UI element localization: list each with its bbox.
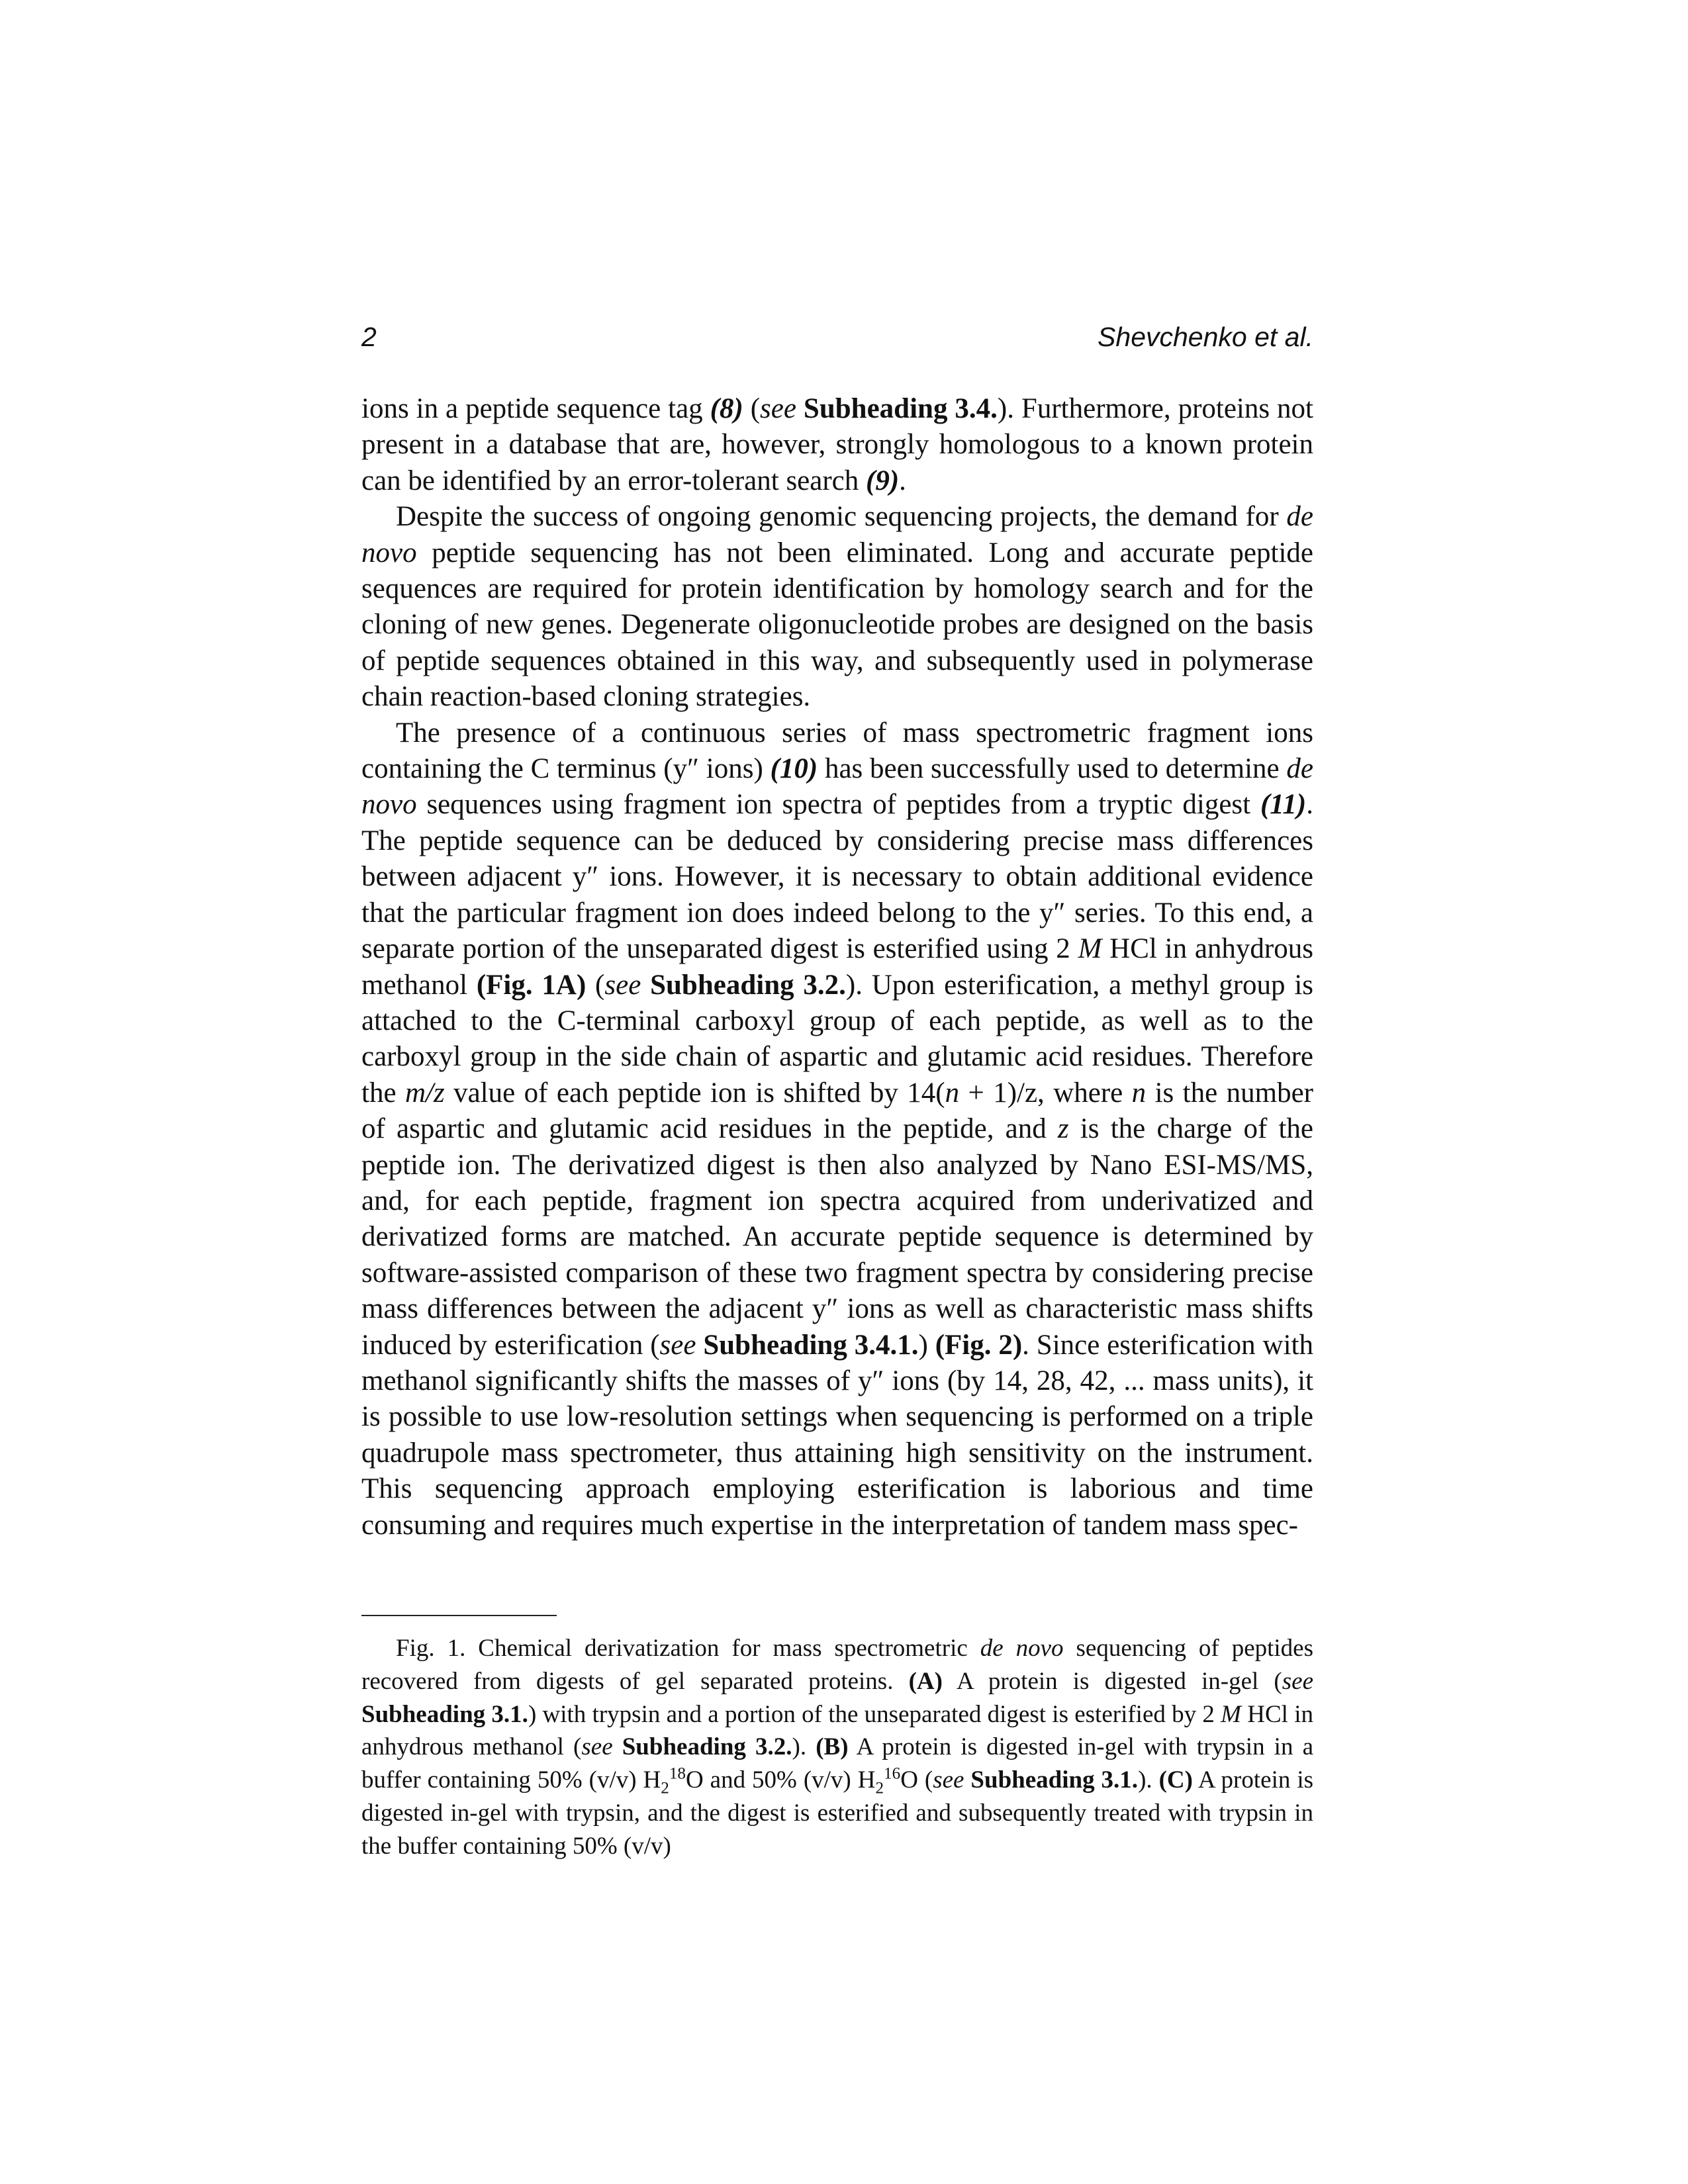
caption-divider — [361, 1615, 557, 1616]
reference-8: (8) — [710, 393, 743, 424]
figure-2-reference: (Fig. 2) — [935, 1329, 1023, 1361]
running-head — [361, 322, 1313, 361]
subheading-reference: Subheading 3.4. — [803, 393, 998, 424]
figure-caption — [361, 1632, 1313, 1863]
paragraph-3: The presence of a continuous series of mass spectrometric fragment ions containing the C terminus (y″ ions) (10) has been successfully used to determine de novo sequences using fragment ion spectra of peptides from a tryptic digest (11). The peptide sequence can be deduced by considering precise mass differences between adjacent y″ ions. However, it is necessary to obtain additional evidence that the particular fragment ion does indeed belong to the y″ series. To this end, a separate portion of the unseparated digest is esterified using 2 M HCl in anhydrous methanol (Fig. 1A) (see Subheading 3.2.). Upon esterification, a methyl group is attached to the C-terminal carboxyl group of each peptide, as well as to the carboxyl group in the side chain of aspartic and glutamic acid residues. Therefore the m/z value of each peptide ion is shifted by 14(n + 1)/z, where n is the number of aspartic and glutamic acid residues in the peptide, and z is the charge of the peptide ion. The derivatized digest is then also analyzed by Nano ESI-MS/MS, and, for each peptide, fragment ion spectra acquired from underivatized and derivatized forms are matched. An accurate peptide sequence is determined by software-assisted comparison of these two fragment spectra by considering precise mass differences between the adjacent y″ ions as well as characteristic mass shifts induced by esterification (see Subheading 3.4.1.) (Fig. 2). Since esterification with methanol significantly shifts the masses of y″ ions (by 14, 28, 42, ... mass units), it is possible to use low-resolution settings when sequencing is performed on a triple quadrupole mass spectrometer, thus attaining high sensitivity on the instrument. This sequencing approach employing esterification is laborious and time consuming and requires much expertise in the interpretation of tandem mass spec- — [361, 717, 1314, 1541]
body-text — [361, 391, 1313, 1543]
panel-b-label: (B) — [816, 1733, 849, 1761]
figure-1a-reference: (Fig. 1A) — [476, 969, 586, 1001]
running-title: Shevchenko et al. — [1098, 322, 1313, 352]
panel-a-label: (A) — [908, 1667, 943, 1695]
subheading-reference: Subheading 3.2. — [650, 969, 846, 1001]
paragraph-2: Despite the success of ongoing genomic sequencing projects, the demand for de novo peptide sequencing has not been eliminated. Long and accurate peptide sequences are required for protein identification by homology search and for the cloning of new genes. Degenerate oligonucleotide probes are designed on the basis of peptide sequences obtained in this way, and subsequently used in polymerase chain reaction-based cloning strategies. — [361, 501, 1313, 713]
panel-c-label: (C) — [1158, 1766, 1193, 1794]
reference-11: (11) — [1260, 789, 1307, 821]
figure-1-caption: Fig. 1. Chemical derivatization for mass spectrometric de novo sequencing of peptides recovered from digests of gel separated proteins. (A) A protein is digested in-gel (see Subheading 3.1.) with trypsin and a portion of the unseparated digest is esterified by 2 M HCl in anhydrous methanol (see Subheading 3.2.). (B) A protein is digested in-gel with trypsin in a buffer containing 50% (v/v) $H_2^{18}O$ and 50% (v/v) $H_2^{16}O$ (see Subheading 3.1.). (C) A protein is digested in-gel with trypsin, and the digest is esterified and subsequently treated with trypsin in the buffer containing 50% (v/v) — [361, 1635, 1314, 1860]
subheading-reference: Subheading 3.4.1. — [703, 1329, 919, 1361]
reference-9: (9) — [866, 465, 900, 496]
paragraph-1: ions in a peptide sequence tag (8) (see Subheading 3.4.). Furthermore, proteins not present in a database that are, however, strongly homologous to a known protein can be identified by an error-tolerant search (9). — [361, 393, 1314, 496]
page-number: 2 — [361, 322, 377, 352]
reference-10: (10) — [770, 753, 818, 785]
